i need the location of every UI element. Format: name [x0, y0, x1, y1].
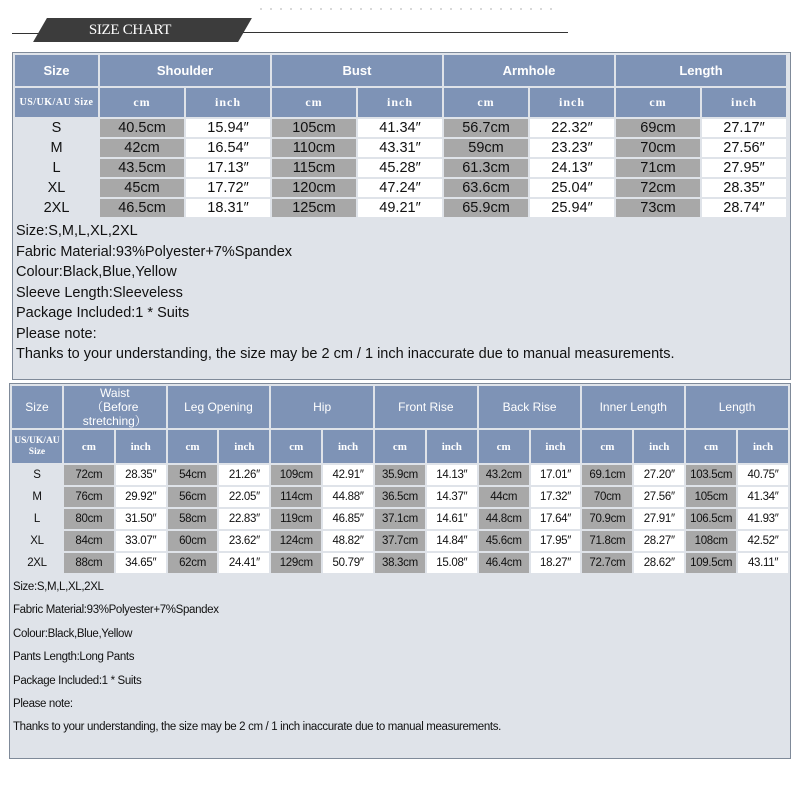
- unit-inch: inch: [531, 430, 581, 463]
- inch-value: 43.31″: [358, 139, 442, 157]
- cm-value: 84cm: [64, 531, 114, 551]
- cm-value: 58cm: [168, 509, 218, 529]
- table-row: [12, 487, 788, 507]
- size-cell: L: [12, 509, 62, 529]
- header-dot: [400, 8, 402, 10]
- unit-cm: cm: [444, 88, 528, 117]
- column-header-inner-length: Inner Length: [582, 386, 684, 428]
- inch-value: 16.54″: [186, 139, 270, 157]
- unit-inch: inch: [219, 430, 269, 463]
- cm-value: 60cm: [168, 531, 218, 551]
- inch-value: 14.13″: [427, 465, 477, 485]
- column-header-hip: Hip: [271, 386, 373, 428]
- cm-value: 108cm: [686, 531, 736, 551]
- unit-inch: inch: [186, 88, 270, 117]
- cm-value: 70.9cm: [582, 509, 632, 529]
- cm-value: 72.7cm: [582, 553, 632, 573]
- inch-value: 21.26″: [219, 465, 269, 485]
- inch-value: 43.11″: [738, 553, 788, 573]
- cm-value: 88cm: [64, 553, 114, 573]
- cm-value: 54cm: [168, 465, 218, 485]
- inch-value: 50.79″: [323, 553, 373, 573]
- cm-value: 45cm: [100, 179, 184, 197]
- inch-value: 15.94″: [186, 119, 270, 137]
- inch-value: 17.95″: [531, 531, 581, 551]
- inch-value: 14.37″: [427, 487, 477, 507]
- size-region-label: US/UK/AU Size: [12, 430, 62, 463]
- inch-value: 27.95″: [702, 159, 786, 177]
- table-row: [12, 531, 788, 551]
- note-line: Please note:: [13, 698, 73, 711]
- cm-value: 37.1cm: [375, 509, 425, 529]
- cm-value: 119cm: [271, 509, 321, 529]
- unit-cm: cm: [100, 88, 184, 117]
- column-header-leg-opening: Leg Opening: [168, 386, 270, 428]
- cm-value: 125cm: [272, 199, 356, 217]
- size-cell: 2XL: [15, 199, 98, 217]
- inch-value: 45.28″: [358, 159, 442, 177]
- cm-value: 37.7cm: [375, 531, 425, 551]
- bottom-size-panel: [9, 383, 791, 759]
- header-dot: [290, 8, 292, 10]
- cm-value: 43.2cm: [479, 465, 529, 485]
- header-dot: [430, 8, 432, 10]
- page-title: SIZE CHART: [88, 22, 172, 38]
- cm-value: 76cm: [64, 487, 114, 507]
- bottom-size-table: [10, 384, 790, 575]
- unit-row: [15, 88, 786, 117]
- header-dot: [490, 8, 492, 10]
- inch-value: 14.84″: [427, 531, 477, 551]
- size-cell: M: [12, 487, 62, 507]
- header-dot: [380, 8, 382, 10]
- column-header-size: Size: [12, 386, 62, 428]
- inch-value: 27.56″: [634, 487, 684, 507]
- note-line: Size:S,M,L,XL,2XL: [16, 223, 138, 239]
- header-dot: [300, 8, 302, 10]
- column-header-front-rise: Front Rise: [375, 386, 477, 428]
- inch-value: 28.62″: [634, 553, 684, 573]
- unit-cm: cm: [616, 88, 700, 117]
- table-row: [15, 179, 786, 197]
- inch-value: 33.07″: [116, 531, 166, 551]
- cm-value: 70cm: [582, 487, 632, 507]
- size-cell: S: [15, 119, 98, 137]
- inch-value: 28.35″: [702, 179, 786, 197]
- header-dot: [390, 8, 392, 10]
- cm-value: 43.5cm: [100, 159, 184, 177]
- inch-value: 22.05″: [219, 487, 269, 507]
- size-chart-header: [0, 0, 800, 60]
- column-header-waist: [64, 386, 166, 428]
- header-dot: [470, 8, 472, 10]
- cm-value: 61.3cm: [444, 159, 528, 177]
- cm-value: 105cm: [272, 119, 356, 137]
- inch-value: 27.91″: [634, 509, 684, 529]
- cm-value: 129cm: [271, 553, 321, 573]
- cm-value: 114cm: [271, 487, 321, 507]
- cm-value: 46.4cm: [479, 553, 529, 573]
- header-row: [12, 386, 788, 428]
- cm-value: 56.7cm: [444, 119, 528, 137]
- cm-value: 62cm: [168, 553, 218, 573]
- unit-cm: cm: [271, 430, 321, 463]
- inch-value: 23.62″: [219, 531, 269, 551]
- inch-value: 44.88″: [323, 487, 373, 507]
- inch-value: 17.01″: [531, 465, 581, 485]
- unit-cm: cm: [582, 430, 632, 463]
- inch-value: 22.83″: [219, 509, 269, 529]
- header-dot: [500, 8, 502, 10]
- top-size-table: [13, 53, 788, 219]
- column-header-size: Size: [15, 55, 98, 86]
- header-dots: [260, 8, 560, 14]
- inch-value: 23.23″: [530, 139, 614, 157]
- size-cell: XL: [15, 179, 98, 197]
- note-line: Pants Length:Long Pants: [13, 651, 135, 664]
- top-size-panel: [12, 52, 791, 380]
- note-line: Colour:Black,Blue,Yellow: [13, 627, 133, 640]
- cm-value: 40.5cm: [100, 119, 184, 137]
- size-cell: M: [15, 139, 98, 157]
- header-dot: [260, 8, 262, 10]
- cm-value: 42cm: [100, 139, 184, 157]
- inch-value: 42.52″: [738, 531, 788, 551]
- note-line: Thanks to your understanding, the size may be 2 cm / 1 inch inaccurate due to manual measurements.: [16, 346, 675, 362]
- unit-cm: cm: [64, 430, 114, 463]
- inch-value: 14.61″: [427, 509, 477, 529]
- table-row: [15, 199, 786, 217]
- cm-value: 44cm: [479, 487, 529, 507]
- note-line: Thanks to your understanding, the size may be 2 cm / 1 inch inaccurate due to manual measurements.: [13, 721, 501, 734]
- header-row: [15, 55, 786, 86]
- table-row: [15, 119, 786, 137]
- unit-inch: inch: [530, 88, 614, 117]
- note-line: Package Included:1 * Suits: [16, 305, 190, 321]
- cm-value: 63.6cm: [444, 179, 528, 197]
- cm-value: 73cm: [616, 199, 700, 217]
- cm-value: 38.3cm: [375, 553, 425, 573]
- unit-cm: cm: [479, 430, 529, 463]
- note-line: Size:S,M,L,XL,2XL: [13, 581, 104, 593]
- unit-inch: inch: [634, 430, 684, 463]
- note-line: Colour:Black,Blue,Yellow: [16, 264, 177, 280]
- size-region-label: US/UK/AU Size: [15, 88, 98, 117]
- top-notes: [16, 221, 788, 365]
- cm-value: 56cm: [168, 487, 218, 507]
- inch-value: 24.41″: [219, 553, 269, 573]
- table-row: [15, 139, 786, 157]
- header-dot: [530, 8, 532, 10]
- size-cell: S: [12, 465, 62, 485]
- inch-value: 34.65″: [116, 553, 166, 573]
- header-dot: [370, 8, 372, 10]
- cm-value: 36.5cm: [375, 487, 425, 507]
- cm-value: 106.5cm: [686, 509, 736, 529]
- cm-value: 45.6cm: [479, 531, 529, 551]
- inch-value: 24.13″: [530, 159, 614, 177]
- header-dot: [520, 8, 522, 10]
- column-header-length: Length: [616, 55, 786, 86]
- inch-value: 17.13″: [186, 159, 270, 177]
- cm-value: 115cm: [272, 159, 356, 177]
- header-rule-right: [243, 32, 568, 33]
- unit-inch: inch: [358, 88, 442, 117]
- cm-value: 105cm: [686, 487, 736, 507]
- unit-row: [12, 430, 788, 463]
- size-cell: L: [15, 159, 98, 177]
- header-dot: [450, 8, 452, 10]
- inch-value: 25.94″: [530, 199, 614, 217]
- header-dot: [310, 8, 312, 10]
- column-header-armhole: Armhole: [444, 55, 614, 86]
- header-dot: [330, 8, 332, 10]
- inch-value: 49.21″: [358, 199, 442, 217]
- inch-value: 28.74″: [702, 199, 786, 217]
- table-row: [12, 553, 788, 573]
- header-dot: [270, 8, 272, 10]
- column-header-bust: Bust: [272, 55, 442, 86]
- cm-value: 110cm: [272, 139, 356, 157]
- cm-value: 44.8cm: [479, 509, 529, 529]
- header-dot: [410, 8, 412, 10]
- header-dot: [420, 8, 422, 10]
- inch-value: 31.50″: [116, 509, 166, 529]
- cm-value: 72cm: [64, 465, 114, 485]
- inch-value: 42.91″: [323, 465, 373, 485]
- cm-value: 59cm: [444, 139, 528, 157]
- inch-value: 17.72″: [186, 179, 270, 197]
- note-line: Fabric Material:93%Polyester+7%Spandex: [16, 243, 293, 260]
- cm-value: 120cm: [272, 179, 356, 197]
- cm-value: 69cm: [616, 119, 700, 137]
- waist-note: （Before stretching）: [82, 400, 147, 428]
- cm-value: 103.5cm: [686, 465, 736, 485]
- table-row: [15, 159, 786, 177]
- header-dot: [480, 8, 482, 10]
- bottom-notes: [13, 576, 788, 740]
- unit-inch: inch: [702, 88, 786, 117]
- cm-value: 72cm: [616, 179, 700, 197]
- inch-value: 48.82″: [323, 531, 373, 551]
- table-row: [12, 509, 788, 529]
- inch-value: 46.85″: [323, 509, 373, 529]
- column-header-shoulder: Shoulder: [100, 55, 270, 86]
- header-dot: [540, 8, 542, 10]
- cm-value: 46.5cm: [100, 199, 184, 217]
- inch-value: 29.92″: [116, 487, 166, 507]
- inch-value: 27.56″: [702, 139, 786, 157]
- inch-value: 27.17″: [702, 119, 786, 137]
- inch-value: 28.27″: [634, 531, 684, 551]
- inch-value: 18.27″: [531, 553, 581, 573]
- inch-value: 27.20″: [634, 465, 684, 485]
- header-dot: [510, 8, 512, 10]
- inch-value: 41.93″: [738, 509, 788, 529]
- cm-value: 69.1cm: [582, 465, 632, 485]
- cm-value: 65.9cm: [444, 199, 528, 217]
- header-dot: [350, 8, 352, 10]
- header-dot: [320, 8, 322, 10]
- unit-cm: cm: [272, 88, 356, 117]
- note-line: Package Included:1 * Suits: [13, 674, 142, 687]
- unit-cm: cm: [686, 430, 736, 463]
- cm-value: 35.9cm: [375, 465, 425, 485]
- inch-value: 25.04″: [530, 179, 614, 197]
- cm-value: 109.5cm: [686, 553, 736, 573]
- inch-value: 40.75″: [738, 465, 788, 485]
- unit-inch: inch: [427, 430, 477, 463]
- cm-value: 71.8cm: [582, 531, 632, 551]
- size-cell: 2XL: [12, 553, 62, 573]
- unit-cm: cm: [168, 430, 218, 463]
- inch-value: 15.08″: [427, 553, 477, 573]
- header-dot: [550, 8, 552, 10]
- note-line: Fabric Material:93%Polyester+7%Spandex: [13, 604, 219, 617]
- table-row: [12, 465, 788, 485]
- cm-value: 70cm: [616, 139, 700, 157]
- cm-value: 80cm: [64, 509, 114, 529]
- unit-inch: inch: [116, 430, 166, 463]
- header-dot: [440, 8, 442, 10]
- unit-inch: inch: [323, 430, 373, 463]
- inch-value: 22.32″: [530, 119, 614, 137]
- column-header-length: Length: [686, 386, 788, 428]
- waist-label: Waist: [100, 386, 130, 400]
- cm-value: 71cm: [616, 159, 700, 177]
- unit-cm: cm: [375, 430, 425, 463]
- inch-value: 41.34″: [738, 487, 788, 507]
- inch-value: 28.35″: [116, 465, 166, 485]
- size-cell: XL: [12, 531, 62, 551]
- inch-value: 18.31″: [186, 199, 270, 217]
- header-dot: [280, 8, 282, 10]
- cm-value: 124cm: [271, 531, 321, 551]
- inch-value: 41.34″: [358, 119, 442, 137]
- note-line: Sleeve Length:Sleeveless: [16, 284, 183, 301]
- unit-inch: inch: [738, 430, 788, 463]
- header-dot: [340, 8, 342, 10]
- column-header-back-rise: Back Rise: [479, 386, 581, 428]
- header-dot: [460, 8, 462, 10]
- header-dot: [360, 8, 362, 10]
- note-line: Please note:: [16, 325, 97, 342]
- inch-value: 47.24″: [358, 179, 442, 197]
- inch-value: 17.32″: [531, 487, 581, 507]
- cm-value: 109cm: [271, 465, 321, 485]
- inch-value: 17.64″: [531, 509, 581, 529]
